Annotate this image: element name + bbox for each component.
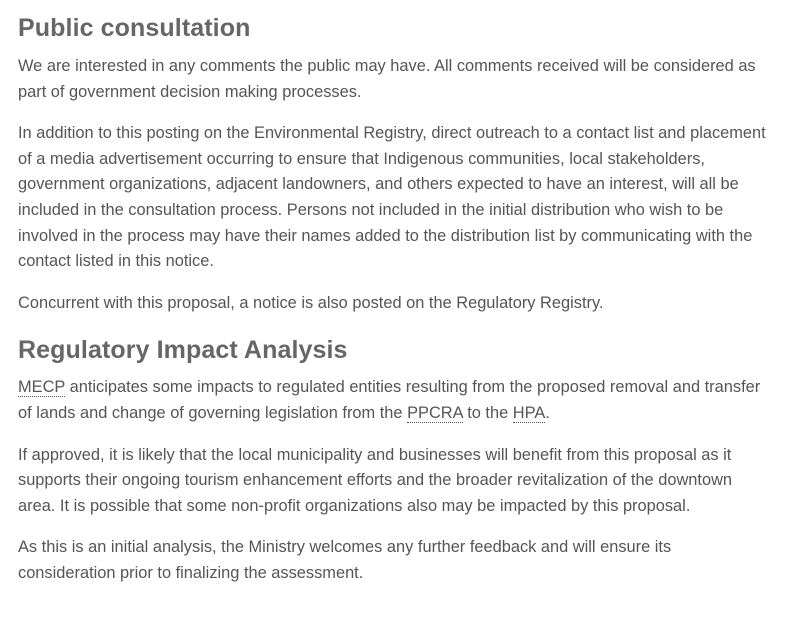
main-content	[18, 10, 770, 587]
section-heading-public-consultation: Public consultation	[18, 14, 251, 42]
paragraph-public-comments: We are interested in any comments the public may have. All comments received will be considered as part of government decision making processes.	[18, 57, 756, 101]
section-heading-regulatory-impact: Regulatory Impact Analysis	[18, 336, 348, 365]
abbr-ppcra[interactable]: PPCRA	[407, 403, 463, 422]
abbr-mecp[interactable]: MECP	[18, 378, 66, 397]
paragraph-benefits: If approved, it is likely that the local municipality and businesses will benefit from this proposal as it supports their ongoing tourism enhancement efforts and the broader revitalization of the downtown area. It is possible that some non-profit organizations also may be impacted by this proposal.	[18, 445, 733, 515]
paragraph-outreach: In addition to this posting on the Environmental Registry, direct outreach to a contact list and placement of a media advertisement occurring to ensure that Indigenous communities, local stakeholders, government organizations, adjacent landowners, and others expected to have an interest, will all be included in the consultation process. Persons not included in the initial distribution who wish to be involved in the process may have their names added to the distribution list by communicating with the contact listed in this notice.	[18, 124, 766, 271]
impacts-text-1: anticipates some impacts to regulated entities resulting from the proposed removal and transfer of lands and change of governing legislation from the	[18, 378, 761, 422]
abbr-hpa[interactable]: HPA	[512, 403, 546, 422]
impacts-text-3: .	[545, 403, 550, 422]
paragraph-concurrent-notice: Concurrent with this proposal, a notice is also posted on the Regulatory Registry.	[18, 293, 604, 312]
paragraph-further-feedback: As this is an initial analysis, the Ministry welcomes any further feedback and will ensure its consideration prior to finalizing the assessment.	[18, 538, 672, 582]
impacts-text-2: to the	[462, 403, 513, 422]
paragraph-mecp-impacts	[18, 375, 770, 426]
